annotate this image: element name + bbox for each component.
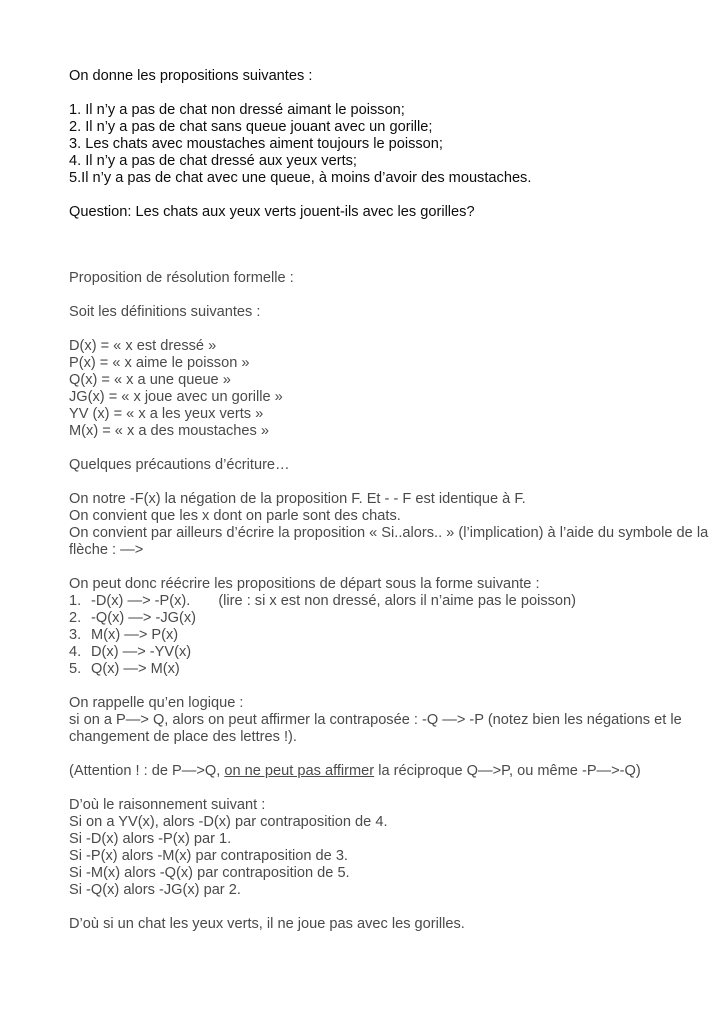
spacer (69, 559, 709, 576)
attention-underlined: on ne peut pas affirmer (224, 763, 375, 779)
rewritten-note: (lire : si x est non dressé, alors il n’aime pas le poisson) (218, 593, 577, 609)
rewritten-item-4 (69, 644, 709, 661)
spacer (69, 321, 709, 338)
proposition-3: 3. Les chats avec moustaches aiment toujours le poisson; (69, 136, 443, 152)
precaution-cats: On convient que les x dont on parle sont des chats. (69, 508, 401, 524)
spacer (69, 474, 709, 491)
proposition-5: 5.Il n’y a pas de chat avec une queue, à moins d’avoir des moustaches. (69, 170, 532, 186)
reasoning-heading: D’où le raisonnement suivant : (69, 797, 266, 813)
list-number: 1. (69, 593, 82, 609)
definition-m: M(x) = « x a des moustaches » (69, 423, 269, 439)
intro-heading: On donne les propositions suivantes : (69, 68, 313, 84)
definition-d: D(x) = « x est dressé » (69, 338, 217, 354)
rewritten-formula: M(x) —> P(x) (91, 627, 179, 643)
document-page (69, 68, 709, 933)
reasoning-step-3: Si -P(x) alors -M(x) par contraposition de 3. (69, 848, 348, 864)
precaution-implication: On convient par ailleurs d’écrire la proposition « Si..alors.. » (l’implication) à l’aide du symbole de la flèche : —> (69, 525, 709, 558)
spacer (69, 187, 709, 204)
spacer (69, 85, 709, 102)
resolution-heading: Proposition de résolution formelle : (69, 270, 294, 286)
proposition-2: 2. Il n’y a pas de chat sans queue jouant avec un gorille; (69, 119, 433, 135)
reasoning-step-4: Si -M(x) alors -Q(x) par contraposition de 5. (69, 865, 350, 881)
definition-p: P(x) = « x aime le poisson » (69, 355, 250, 371)
spacer (69, 221, 709, 254)
list-number: 3. (69, 627, 82, 643)
spacer (69, 440, 709, 457)
reasoning-step-2: Si -D(x) alors -P(x) par 1. (69, 831, 232, 847)
rewritten-formula: Q(x) —> M(x) (91, 661, 180, 677)
rewritten-item-5 (69, 661, 709, 678)
spacer (69, 746, 709, 763)
definition-q: Q(x) = « x a une queue » (69, 372, 231, 388)
reminder-heading: On rappelle qu’en logique : (69, 695, 244, 711)
reasoning-step-1: Si on a YV(x), alors -D(x) par contraposition de 4. (69, 814, 388, 830)
reminder-text: si on a P—> Q, alors on peut affirmer la contraposée : -Q —> -P (notez bien les négations et le changement de place des lettres !). (69, 712, 682, 745)
attention-before: (Attention ! : de P—>Q, (69, 763, 225, 779)
definition-yv: YV (x) = « x a les yeux verts » (69, 406, 264, 422)
proposition-4: 4. Il n’y a pas de chat dressé aux yeux verts; (69, 153, 357, 169)
spacer (69, 899, 709, 916)
list-number: 2. (69, 610, 82, 626)
spacer (69, 678, 709, 695)
reasoning-step-5: Si -Q(x) alors -JG(x) par 2. (69, 882, 241, 898)
proposition-1: 1. Il n’y a pas de chat non dressé aimant le poisson; (69, 102, 405, 118)
attention-after: la réciproque Q—>P, ou même -P—>-Q) (374, 763, 641, 779)
spacer (69, 780, 709, 797)
rewritten-item-2 (69, 610, 709, 627)
conclusion: D’où si un chat les yeux verts, il ne joue pas avec les gorilles. (69, 916, 465, 932)
attention-note (69, 763, 709, 780)
rewrite-heading: On peut donc réécrire les propositions de départ sous la forme suivante : (69, 576, 540, 592)
list-number: 5. (69, 661, 82, 677)
spacer (69, 254, 709, 270)
rewritten-formula: -D(x) —> -P(x). (91, 593, 191, 609)
definition-jg: JG(x) = « x joue avec un gorille » (69, 389, 283, 405)
spacer (69, 287, 709, 304)
rewritten-item-3 (69, 627, 709, 644)
rewritten-formula: D(x) —> -YV(x) (91, 644, 192, 660)
precaution-negation: On notre -F(x) la négation de la proposition F. Et - - F est identique à F. (69, 491, 526, 507)
precautions-heading: Quelques précautions d’écriture… (69, 457, 290, 473)
definitions-heading: Soit les définitions suivantes : (69, 304, 261, 320)
rewritten-item-1 (69, 593, 709, 610)
list-number: 4. (69, 644, 82, 660)
rewritten-formula: -Q(x) —> -JG(x) (91, 610, 196, 626)
question: Question: Les chats aux yeux verts jouent-ils avec les gorilles? (69, 204, 475, 220)
